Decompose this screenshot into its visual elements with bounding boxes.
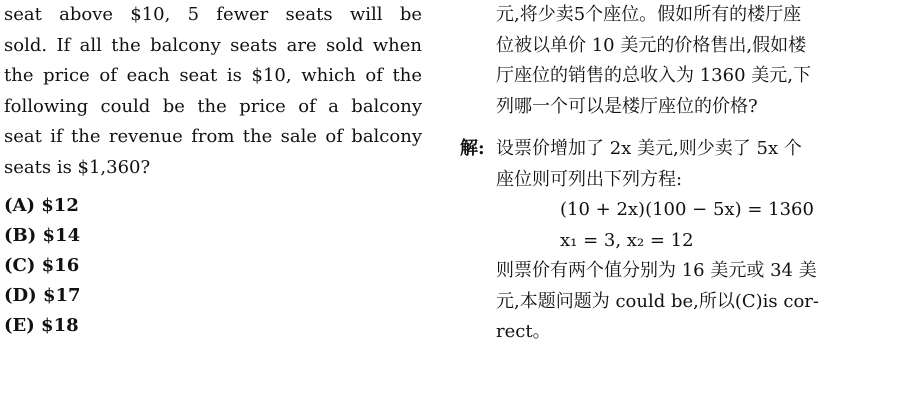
answer-choice: [4, 221, 422, 251]
choice-label: (A): [4, 195, 35, 216]
choice-label: (B): [4, 225, 37, 246]
question-column: [4, 0, 422, 341]
equation: (10 + 2x)(100 − 5x) = 1360: [560, 199, 814, 220]
conclusion-line: 则票价有两个值分别为 16 美元或 34 美: [496, 260, 817, 281]
choice-label: (E): [4, 315, 35, 336]
equation-roots: x₁ = 3, x₂ = 12: [560, 229, 694, 251]
choice-value: $16: [41, 255, 80, 276]
question-line: following could be the price of a balcony: [4, 95, 422, 117]
choice-value: $17: [42, 285, 81, 306]
solution-first-line: [460, 134, 900, 165]
question-line: seat if the revenue from the sale of balcony: [4, 126, 422, 147]
conclusion-line: 元,本题问题为 could be,所以(C)is cor-: [496, 290, 819, 312]
question-line: the price of each seat is $10, which of the: [4, 65, 422, 86]
question-line: seat above $10, 5 fewer seats will be: [4, 4, 422, 25]
answer-choice: [4, 281, 422, 311]
question-line: seats is $1,360?: [4, 156, 151, 178]
translation-line: 元,将少卖5个座位。假如所有的楼厅座: [496, 4, 802, 25]
choice-value: $12: [41, 195, 79, 216]
answer-choice: [4, 311, 422, 341]
choice-value: $18: [41, 315, 79, 336]
answer-choice: [4, 191, 422, 221]
choice-value: $14: [42, 225, 81, 246]
translation-line: 位被以单价 10 美元的价格售出,假如楼: [496, 34, 807, 56]
choice-label: (D): [4, 285, 37, 306]
solution-label: 解:: [460, 138, 485, 159]
choice-label: (C): [4, 255, 36, 276]
solution-text: 设票价增加了 2x 美元,则少卖了 5x 个: [496, 138, 802, 159]
solution-column: [460, 0, 900, 348]
answer-choice: [4, 251, 422, 281]
solution-text: 座位则可列出下列方程:: [496, 168, 683, 190]
translation-line: 厅座位的销售的总收入为 1360 美元,下: [496, 65, 811, 86]
question-line: sold. If all the balcony seats are sold when: [4, 34, 422, 56]
conclusion-line: rect。: [496, 321, 551, 342]
translation-line: 列哪一个可以是楼厅座位的价格?: [496, 95, 758, 117]
